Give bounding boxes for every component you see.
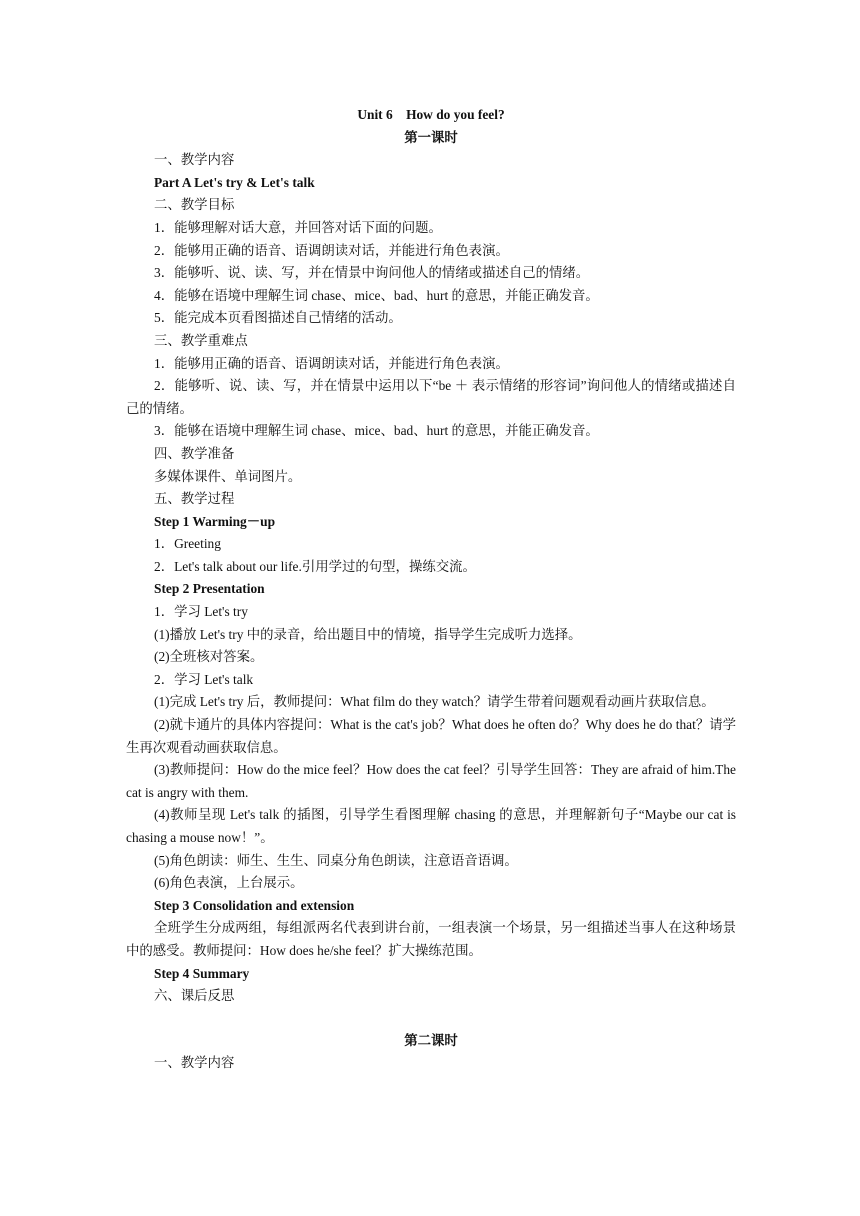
prep-text: 多媒体课件、单词图片。	[154, 468, 302, 484]
step-title: Step 2 Presentation	[154, 581, 265, 597]
lesson2-title: 第二课时	[404, 1032, 458, 1048]
section-heading: 六、课后反思	[154, 988, 235, 1004]
step-item: 2．Let's talk about our life.引用学过的句型，操练交流。	[154, 558, 476, 574]
lesson1-title: 第一课时	[404, 129, 458, 145]
step-title: Step 1 Warming－up	[154, 513, 276, 529]
section-heading: 一、教学内容	[154, 152, 235, 168]
spacer	[126, 1008, 736, 1030]
goal-item: 4．能够在语境中理解生词 chase、mice、bad、hurt 的意思，并能正确发音。	[154, 287, 599, 303]
key-point: 3．能够在语境中理解生词 chase、mice、bad、hurt 的意思，并能正确发音。	[154, 423, 599, 439]
goal-item: 5．能完成本页看图描述自己情绪的活动。	[154, 310, 402, 326]
goal-item: 1．能够理解对话大意，并回答对话下面的问题。	[154, 219, 442, 235]
step-item: (1)完成 Let's try 后，教师提问：What film do they watch？请学生带着问题观看动画片获取信息。	[154, 694, 715, 710]
goal-item: 2．能够用正确的语音、语调朗读对话，并能进行角色表演。	[154, 242, 509, 258]
document-page	[126, 104, 736, 1075]
unit-title: Unit 6 How do you feel?	[357, 107, 505, 122]
part-title: Part A Let's try & Let's talk	[154, 174, 315, 190]
step-text: 全班学生分成两组，每组派两名代表到讲台前，一组表演一个场景，另一组描述当事人在这种场景中的感受。教师提问：How does he/she feel？扩大操练范围。	[126, 920, 736, 958]
step-item: 1．Greeting	[154, 536, 221, 552]
step-item: 1．学习 Let's try	[154, 604, 248, 620]
step-item: (5)角色朗读：师生、生生、同桌分角色朗读，注意语音语调。	[154, 852, 518, 868]
step-item: (6)角色表演，上台展示。	[154, 875, 304, 891]
section-heading: 一、教学内容	[154, 1055, 235, 1071]
section-heading: 五、教学过程	[154, 491, 235, 507]
goal-item: 3．能够听、说、读、写，并在情景中询问他人的情绪或描述自己的情绪。	[154, 265, 590, 281]
step-item: (2)全班核对答案。	[154, 649, 264, 665]
section-heading: 三、教学重难点	[154, 332, 248, 348]
section-heading: 四、教学准备	[154, 445, 235, 461]
key-point: 1．能够用正确的语音、语调朗读对话，并能进行角色表演。	[154, 355, 509, 371]
step-title: Step 4 Summary	[154, 965, 250, 981]
step-item: (4)教师呈现 Let's talk 的插图，引导学生看图理解 chasing 的意思，并理解新句子“Maybe our cat is chasing a mouse now！”。	[126, 807, 736, 845]
step-item: (1)播放 Let's try 中的录音，给出题目中的情境，指导学生完成听力选择。	[154, 626, 582, 642]
step-item: 2．学习 Let's talk	[154, 671, 254, 687]
section-heading: 二、教学目标	[154, 197, 235, 213]
step-title: Step 3 Consolidation and extension	[154, 897, 355, 913]
step-item: (2)就卡通片的具体内容提问：What is the cat's job？What does he often do？Why does he do that？请学生再次观看动画获取信息。	[126, 717, 736, 755]
step-item: (3)教师提问：How do the mice feel？How does the cat feel？引导学生回答：They are afraid of him.The cat is angry with them.	[126, 762, 736, 800]
key-point: 2．能够听、说、读、写，并在情景中运用以下“be ＋ 表示情绪的形容词”询问他人的情绪或描述自己的情绪。	[126, 378, 736, 416]
